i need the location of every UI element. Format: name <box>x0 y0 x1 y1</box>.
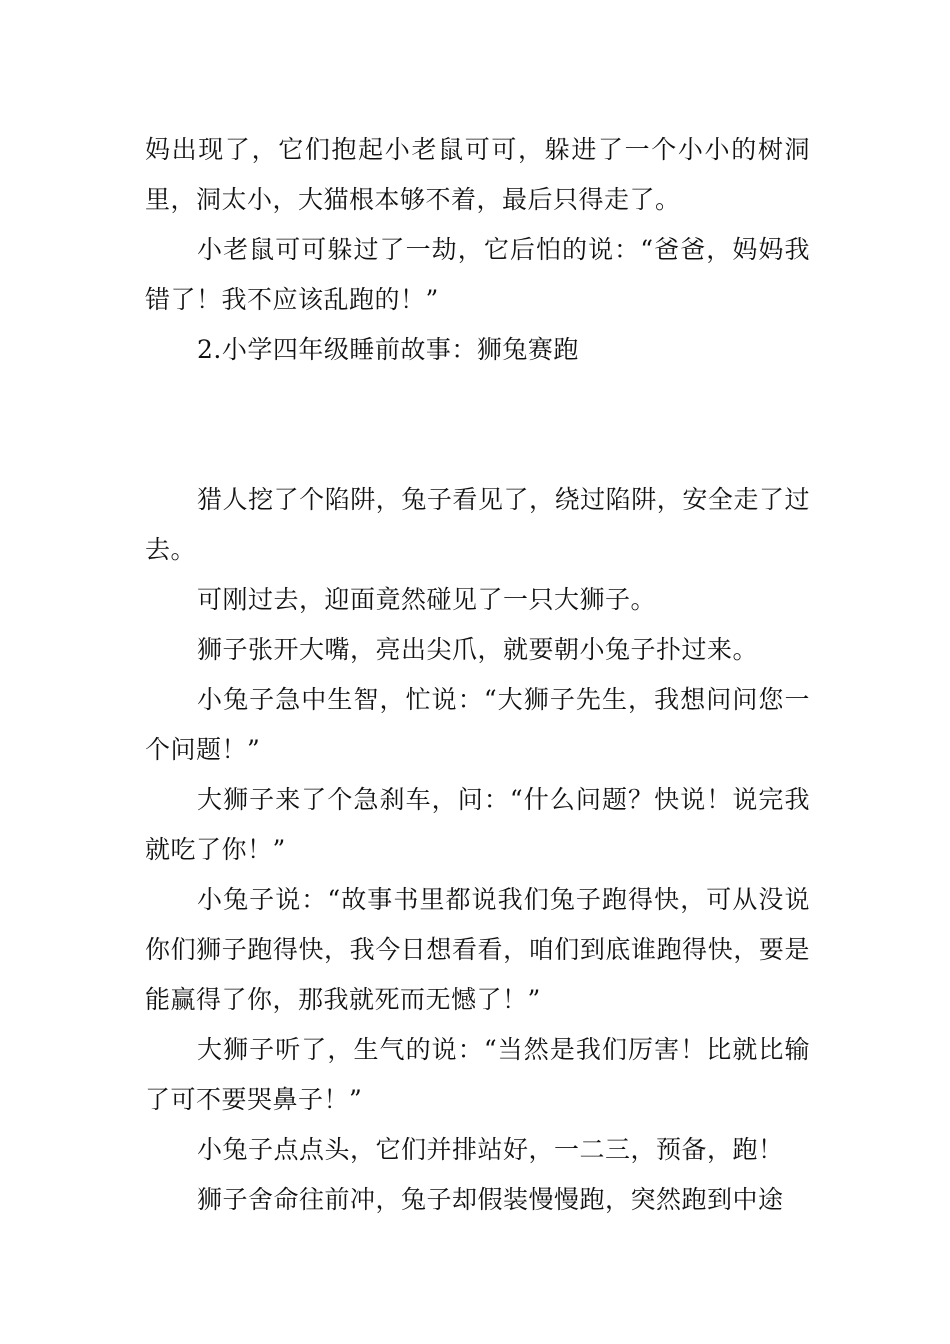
paragraph: 猎人挖了个陷阱，兔子看见了，绕过陷阱，安全走了过去。 <box>145 485 810 564</box>
paragraph: 小兔子说：“故事书里都说我们兔子跑得快，可从没说你们狮子跑得快，我今日想看看，咱们到底谁跑得快，要是能赢得了你，那我就死而无憾了！” <box>145 885 810 1014</box>
paragraph: 妈出现了，它们抱起小老鼠可可，躲进了一个小小的树洞里，洞太小，大猫根本够不着，最后只得走了。 <box>145 135 810 214</box>
paragraph: 小兔子急中生智，忙说：“大狮子先生，我想问问您一个问题！” <box>145 685 810 764</box>
paragraph: 可刚过去，迎面竟然碰见了一只大狮子。 <box>197 585 657 614</box>
section-heading: 2.小学四年级睡前故事：狮兔赛跑 <box>197 335 579 364</box>
paragraph: 大狮子来了个急刹车，问：“什么问题？快说！说完我就吃了你！” <box>145 785 810 864</box>
paragraph: 小老鼠可可躲过了一劫，它后怕的说：“爸爸，妈妈我错了！我不应该乱跑的！” <box>145 235 810 314</box>
text-block-top <box>145 125 810 375</box>
paragraph: 大狮子听了，生气的说：“当然是我们厉害！比就比输了可不要哭鼻子！” <box>145 1035 810 1114</box>
paragraph: 狮子舍命往前冲，兔子却假装慢慢跑，突然跑到中途 <box>197 1185 784 1214</box>
paragraph: 狮子张开大嘴，亮出尖爪，就要朝小兔子扑过来。 <box>197 635 759 664</box>
paragraph: 小兔子点点头，它们并排站好，一二三，预备，跑！ <box>197 1135 784 1164</box>
text-block-bottom <box>145 475 810 1225</box>
